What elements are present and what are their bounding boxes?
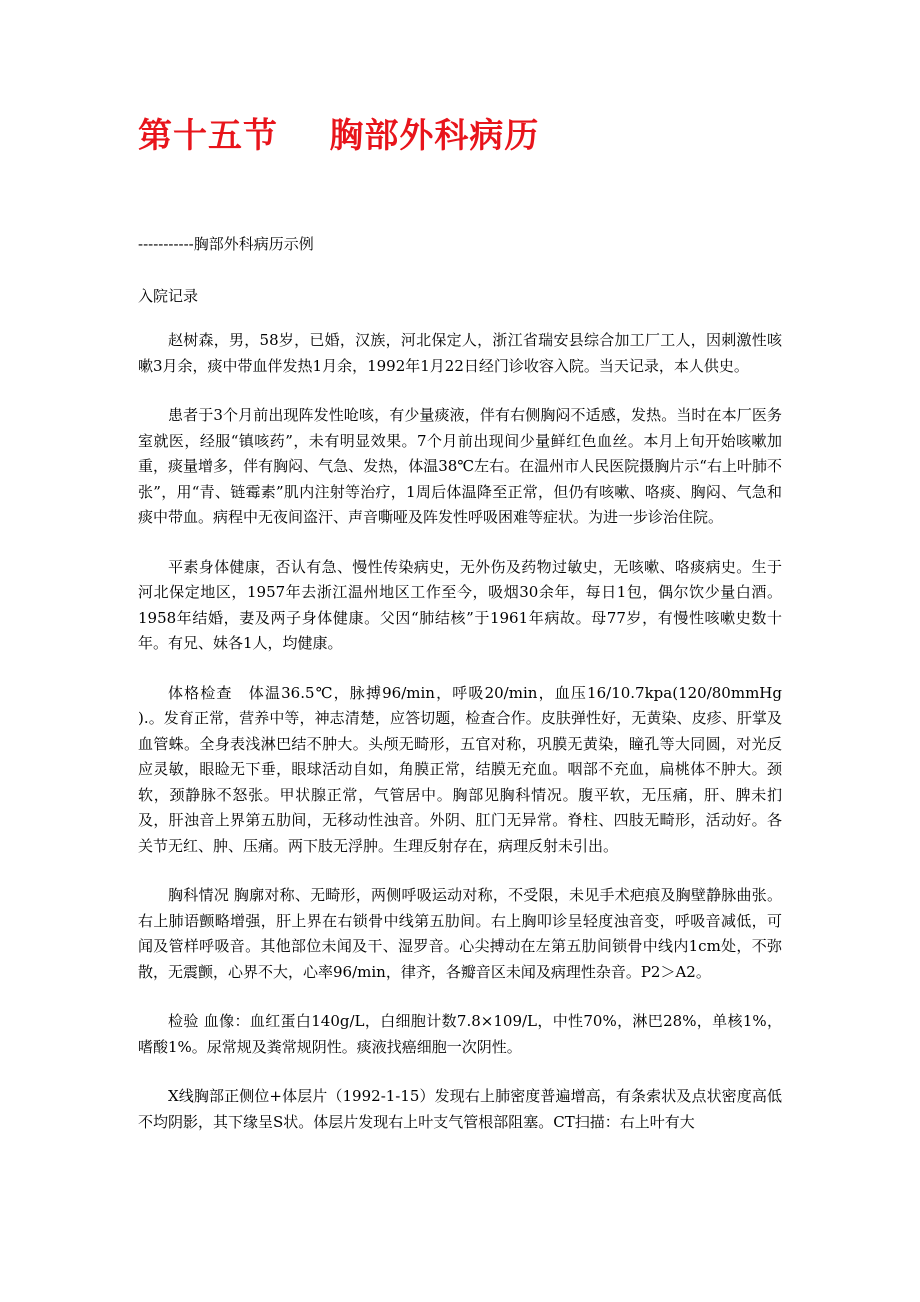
- paragraph-thoracic-findings: 胸科情况 胸廓对称、无畸形，两侧呼吸运动对称，不受限，未见手术疤痕及胸壁静脉曲张。右上肺语颤略增强，肝上界在右锁骨中线第五肋间。右上胸叩诊呈轻度浊音变，呼吸音减低，可闻及管样呼吸音。其他部位未闻及干、湿罗音。心尖搏动在左第五肋间锁骨中线内1cm处，不弥散，无震颤，心界不大，心率96/min，律齐，各瓣音区未闻及病理性杂音。P2＞A2。: [138, 886, 782, 981]
- document-subheading: -----------胸部外科病历示例: [138, 235, 314, 253]
- document-title: 第十五节 胸部外科病历: [138, 116, 540, 156]
- paragraph-lab-tests: 检验 血像：血红蛋白140g/L，白细胞计数7.8×109/L，中性70%，淋巴28%，单核1%，嗜酸1%。尿常规及粪常规阴性。痰液找癌细胞一次阴性。: [138, 1012, 782, 1056]
- paragraph-present-illness: 患者于3个月前出现阵发性呛咳，有少量痰液，伴有右侧胸闷不适感，发热。当时在本厂医务室就医，经服“镇咳药”，未有明显效果。7个月前出现间少量鲜红色血丝。本月上旬开始咳嗽加重，痰量增多，伴有胸闷、气急、发热，体温38℃左右。在温州市人民医院摄胸片示“右上叶肺不张”，用“青、链霉素”肌内注射等治疗，1周后体温降至正常，但仍有咳嗽、咯痰、胸闷、气急和痰中带血。病程中无夜间盗汗、声音嘶哑及阵发性呼吸困难等症状。为进一步诊治住院。: [138, 406, 782, 526]
- paragraph-past-history: 平素身体健康，否认有急、慢性传染病史，无外伤及药物过敏史，无咳嗽、咯痰病史。生于河北保定地区，1957年去浙江温州地区工作至今，吸烟30余年，每日1包，偶尔饮少量白酒。1958年结婚，妻及两子身体健康。父因“肺结核”于1961年病故。母77岁，有慢性咳嗽史数十年。有兄、妹各1人，均健康。: [138, 557, 782, 652]
- paragraph-xray: X线胸部正侧位+体层片（1992-1-15）发现右上肺密度普遍增高，有条索状及点状密度高低不均阴影，其下缘呈S状。体层片发现右上叶支气管根部阻塞。CT扫描：右上叶有大: [138, 1087, 782, 1131]
- body-text: [138, 328, 782, 1159]
- paragraph-physical-exam: 体格检查 体温36.5℃，脉搏96/min，呼吸20/min，血压16/10.7kpa(120/80mmHg ).。发育正常，营养中等，神志清楚，应答切题，检查合作。皮肤弹性好，无黄染、皮疹、肝掌及血管蛛。全身表浅淋巴结不肿大。头颅无畸形，五官对称，巩膜无黄染，瞳孔等大同圆，对光反应灵敏，眼睑无下垂，眼球活动自如，角膜正常，结膜无充血。咽部不充血，扁桃体不肿大。颈软，颈静脉不怒张。甲状腺正常，气管居中。胸部见胸科情况。腹平软，无压痛，肝、脾未扪及，肝浊音上界第五肋间，无移动性浊音。外阴、肛门无异常。脊柱、四肢无畸形，活动好。各关节无红、肿、压痛。两下肢无浮肿。生理反射存在，病理反射未引出。: [138, 683, 782, 855]
- paragraph-patient-info: 赵树森，男，58岁，已婚，汉族，河北保定人，浙江省瑞安县综合加工厂工人，因刺激性咳嗽3月余，痰中带血伴发热1月余，1992年1月22日经门诊收容入院。当天记录，本人供史。: [138, 331, 782, 375]
- section-label: 入院记录: [138, 287, 199, 305]
